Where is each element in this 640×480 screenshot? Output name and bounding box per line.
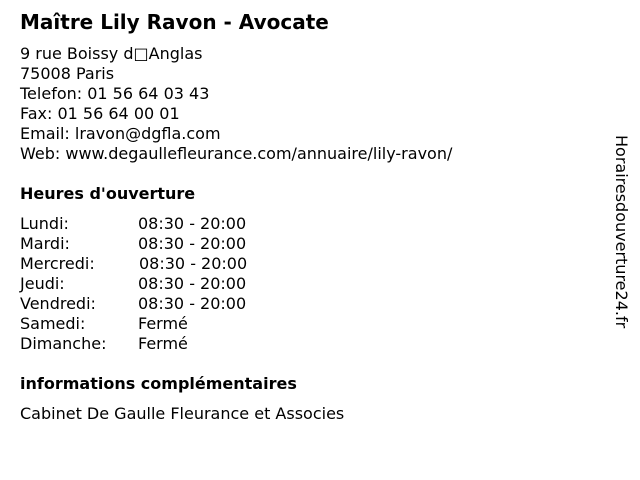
fax-line: Fax: 01 56 64 00 01 <box>20 104 180 123</box>
opening-hours-heading: Heures d'ouverture <box>20 184 196 203</box>
time-value: 08:30 - 20:00 <box>138 234 247 253</box>
address-street: 9 rue Boissy d□Anglas <box>20 44 203 63</box>
time-value: 08:30 - 20:00 <box>138 274 247 293</box>
phone-line: Telefon: 01 56 64 03 43 <box>20 84 210 103</box>
time-value: 08:30 - 20:00 <box>139 254 248 273</box>
opening-hours-list <box>20 214 300 354</box>
email-line: Email: lravon@dgfla.com <box>20 124 221 143</box>
page-title: Maître Lily Ravon - Avocate <box>20 10 329 34</box>
hours-row-wednesday <box>20 254 300 274</box>
hours-row-sunday <box>20 334 300 354</box>
day-label: Vendredi: <box>20 294 96 313</box>
additional-info-text: Cabinet De Gaulle Fleurance et Associes <box>20 404 345 423</box>
hours-row-thursday <box>20 274 300 294</box>
time-value: 08:30 - 20:00 <box>138 214 247 233</box>
time-value: 08:30 - 20:00 <box>138 294 247 313</box>
hours-row-saturday <box>20 314 300 334</box>
day-label: Lundi: <box>20 214 69 233</box>
additional-info-heading: informations complémentaires <box>20 374 297 393</box>
day-label: Mardi: <box>20 234 70 253</box>
hours-row-monday <box>20 214 300 234</box>
web-line: Web: www.degaullefleurance.com/annuaire/lily-ravon/ <box>20 144 453 163</box>
time-value: Fermé <box>138 314 188 333</box>
address-city: 75008 Paris <box>20 64 115 83</box>
site-watermark: Horairesdouverture24.fr <box>612 135 631 329</box>
day-label: Mercredi: <box>20 254 95 273</box>
contact-block <box>20 44 452 164</box>
day-label: Dimanche: <box>20 334 107 353</box>
time-value: Fermé <box>138 334 188 353</box>
day-label: Samedi: <box>20 314 86 333</box>
hours-row-friday <box>20 294 300 314</box>
hours-row-tuesday <box>20 234 300 254</box>
day-label: Jeudi: <box>20 274 65 293</box>
